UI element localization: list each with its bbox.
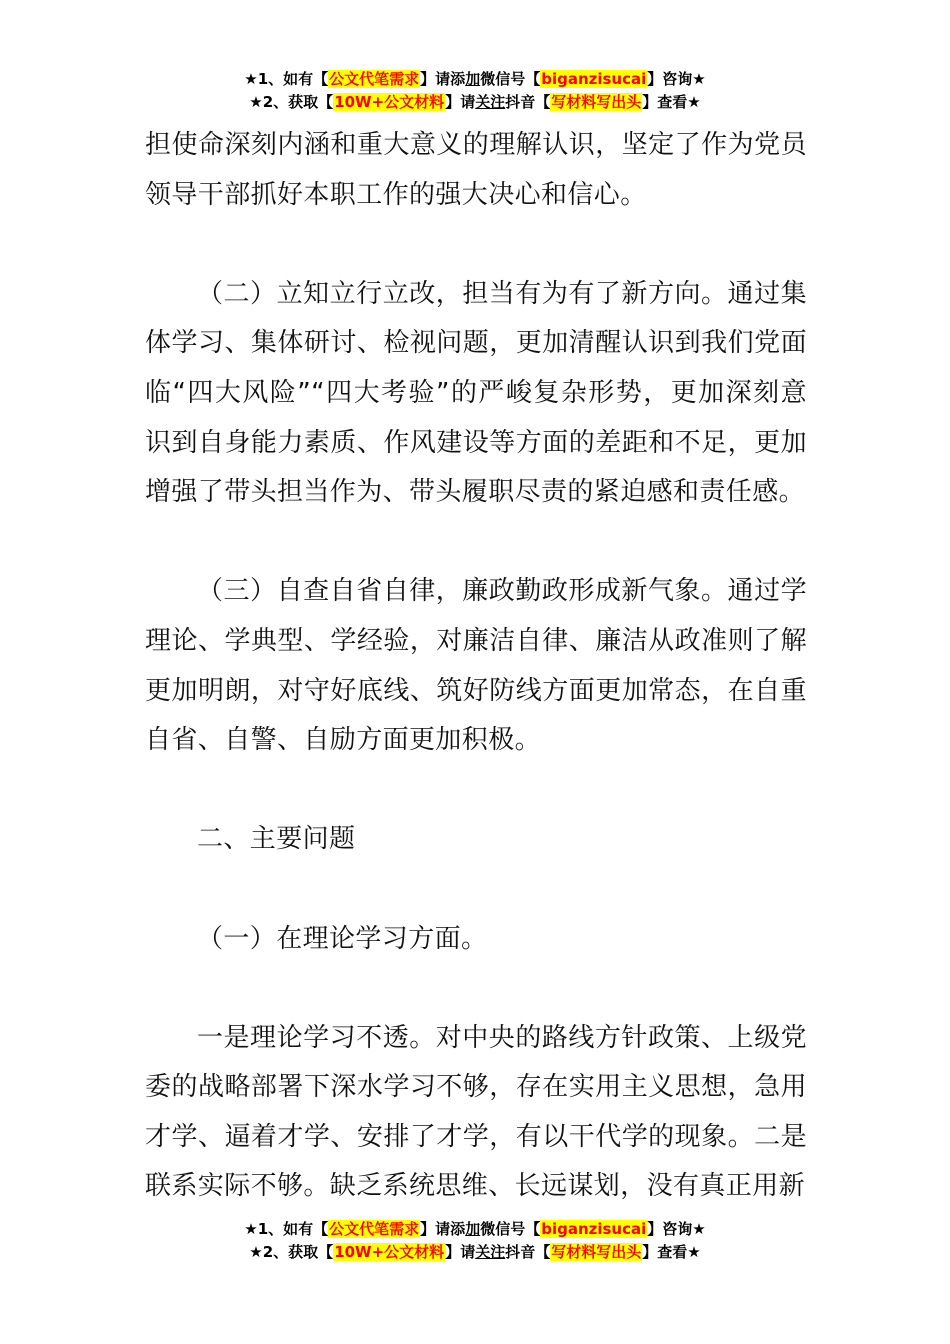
promo-text: 】咨询★ bbox=[647, 70, 706, 88]
promo-line-1 bbox=[0, 1218, 950, 1241]
promo-text: 抖音【 bbox=[505, 1243, 551, 1261]
promo-text: 】请 bbox=[445, 1243, 476, 1261]
promo-line-1 bbox=[0, 68, 950, 91]
promo-text: 】请添 bbox=[420, 1220, 466, 1238]
promo-text: 】请 bbox=[445, 93, 476, 111]
promo-text: 抖音【 bbox=[505, 93, 551, 111]
paragraph-gap bbox=[145, 518, 807, 568]
promo-text: 】查看★ bbox=[642, 1243, 701, 1261]
promo-line-2 bbox=[0, 1241, 950, 1264]
promo-text: ★1、如有【 bbox=[244, 1220, 329, 1238]
promo-banner-top bbox=[0, 68, 950, 114]
promo-text: 】咨询★ bbox=[647, 1220, 706, 1238]
promo-wechat-id: biganzisucai bbox=[541, 70, 647, 88]
paragraph-gap bbox=[145, 964, 807, 1014]
subsection-heading: （一）在理论学习方面。 bbox=[197, 923, 488, 954]
paragraph: （二）立知立行立改，担当有为有了新方向。通过集体学习、集体研讨、检视问题，更加清醒认识到我们党面临“四大风险”“四大考验”的严峻复杂形势，更加深刻意识到自身能力素质、作风建设等方面的差距和不足，更加增强了带头担当作为、带头履职尽责的紧迫感和责任感。 bbox=[145, 278, 807, 508]
promo-highlight: 公文代笔需求 bbox=[329, 70, 420, 88]
promo-line-2 bbox=[0, 91, 950, 114]
promo-underlined-text: 关注 bbox=[475, 93, 506, 111]
promo-text: ★2、获取【 bbox=[249, 93, 334, 111]
promo-banner-bottom bbox=[0, 1218, 950, 1264]
promo-douyin-id: 写材料写出头 bbox=[551, 93, 642, 111]
promo-underlined-text: 加 bbox=[465, 1220, 481, 1238]
promo-text: ★2、获取【 bbox=[249, 1243, 334, 1261]
promo-text: 】请添 bbox=[420, 70, 466, 88]
promo-wechat-id: biganzisucai bbox=[541, 1220, 647, 1238]
promo-underlined-text: 关注 bbox=[475, 1243, 506, 1261]
promo-highlight: 公文代笔需求 bbox=[329, 1220, 420, 1238]
promo-text: 微信号【 bbox=[480, 1220, 541, 1238]
paragraph-gap bbox=[145, 220, 807, 270]
promo-text: 】查看★ bbox=[642, 93, 701, 111]
paragraph: 一是理论学习不透。对中央的路线方针政策、上级党委的战略部署下深水学习不够，存在实用主义思想，急用才学、逼着才学、安排了才学，有以干代学的现象。二是联系实际不够。缺乏系统思维、长远谋划，没有真正用新 bbox=[145, 1022, 807, 1202]
paragraph: 担使命深刻内涵和重大意义的理解认识，坚定了作为党员领导干部抓好本职工作的强大决心和信心。 bbox=[145, 130, 807, 210]
section-heading: 二、主要问题 bbox=[197, 824, 356, 855]
paragraph-gap bbox=[145, 766, 807, 816]
promo-text: ★1、如有【 bbox=[244, 70, 329, 88]
promo-highlight: 10W+公文材料 bbox=[334, 93, 445, 111]
promo-douyin-id: 写材料写出头 bbox=[551, 1243, 642, 1261]
promo-underlined-text: 加 bbox=[465, 70, 481, 88]
paragraph: （三）自查自省自律，廉政勤政形成新气象。通过学理论、学典型、学经验，对廉洁自律、廉洁从政准则了解更加明朗，对守好底线、筑好防线方面更加常态，在自重自省、自警、自励方面更加积极。 bbox=[145, 576, 807, 756]
document-body bbox=[145, 121, 807, 1212]
promo-highlight: 10W+公文材料 bbox=[334, 1243, 445, 1261]
paragraph-gap bbox=[145, 865, 807, 915]
promo-text: 微信号【 bbox=[480, 70, 541, 88]
